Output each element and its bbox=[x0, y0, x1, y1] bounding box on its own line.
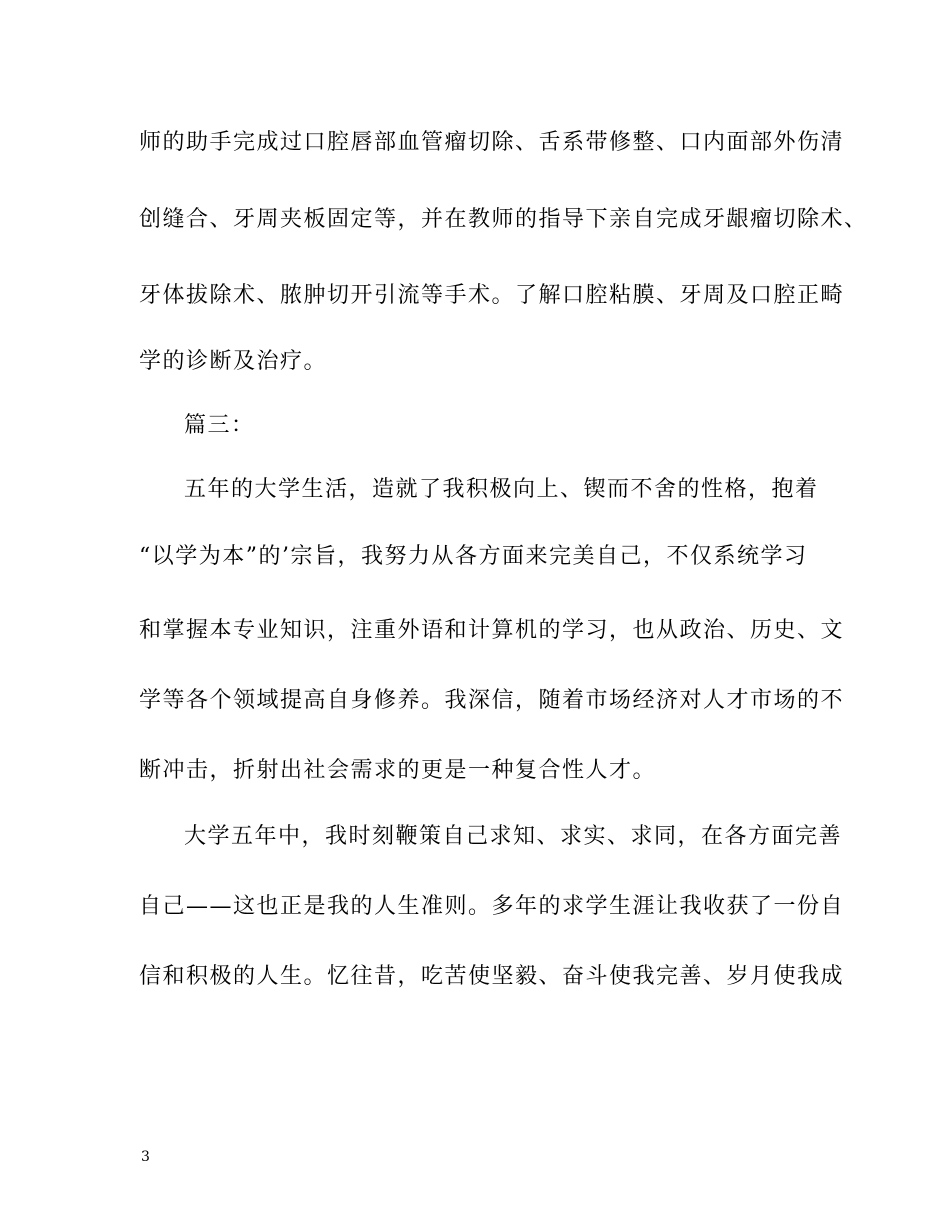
text-line: “以学为本”的’宗旨，我努力从各方面来完美自己，不仅系统学习 bbox=[139, 544, 808, 569]
text-line: 创缝合、牙周夹板固定等，并在教师的指导下亲自完成牙龈瘤切除术、 bbox=[139, 207, 868, 232]
text-line: 断冲击，折射出社会需求的更是一种复合性人才。 bbox=[139, 758, 657, 783]
page-number: 3 bbox=[141, 1149, 150, 1165]
section-heading: 篇三： bbox=[184, 413, 255, 438]
text-line: 牙体拔除术、脓肿切开引流等手术。了解口腔粘膜、牙周及口腔正畸 bbox=[139, 283, 845, 308]
text-line: 学等各个领域提高自身修养。我深信，随着市场经济对人才市场的不 bbox=[139, 688, 845, 713]
text-line: 师的助手完成过口腔唇部血管瘤切除、舌系带修整、口内面部外伤清 bbox=[139, 130, 845, 155]
text-line: 五年的大学生活，造就了我积极向上、锲而不舍的性格，抱着 bbox=[184, 477, 819, 502]
text-line: 信和积极的人生。忆往昔，吃苦使坚毅、奋斗使我完善、岁月使我成 bbox=[139, 964, 845, 989]
text-line: 大学五年中，我时刻鞭策自己求知、求实、求同，在各方面完善 bbox=[184, 824, 843, 849]
text-line: 自己——这也正是我的人生准则。多年的求学生涯让我收获了一份自 bbox=[139, 894, 845, 919]
text-line: 学的诊断及治疗。 bbox=[139, 349, 328, 374]
text-line: 和掌握本专业知识，注重外语和计算机的学习，也从政治、历史、文 bbox=[139, 618, 845, 643]
